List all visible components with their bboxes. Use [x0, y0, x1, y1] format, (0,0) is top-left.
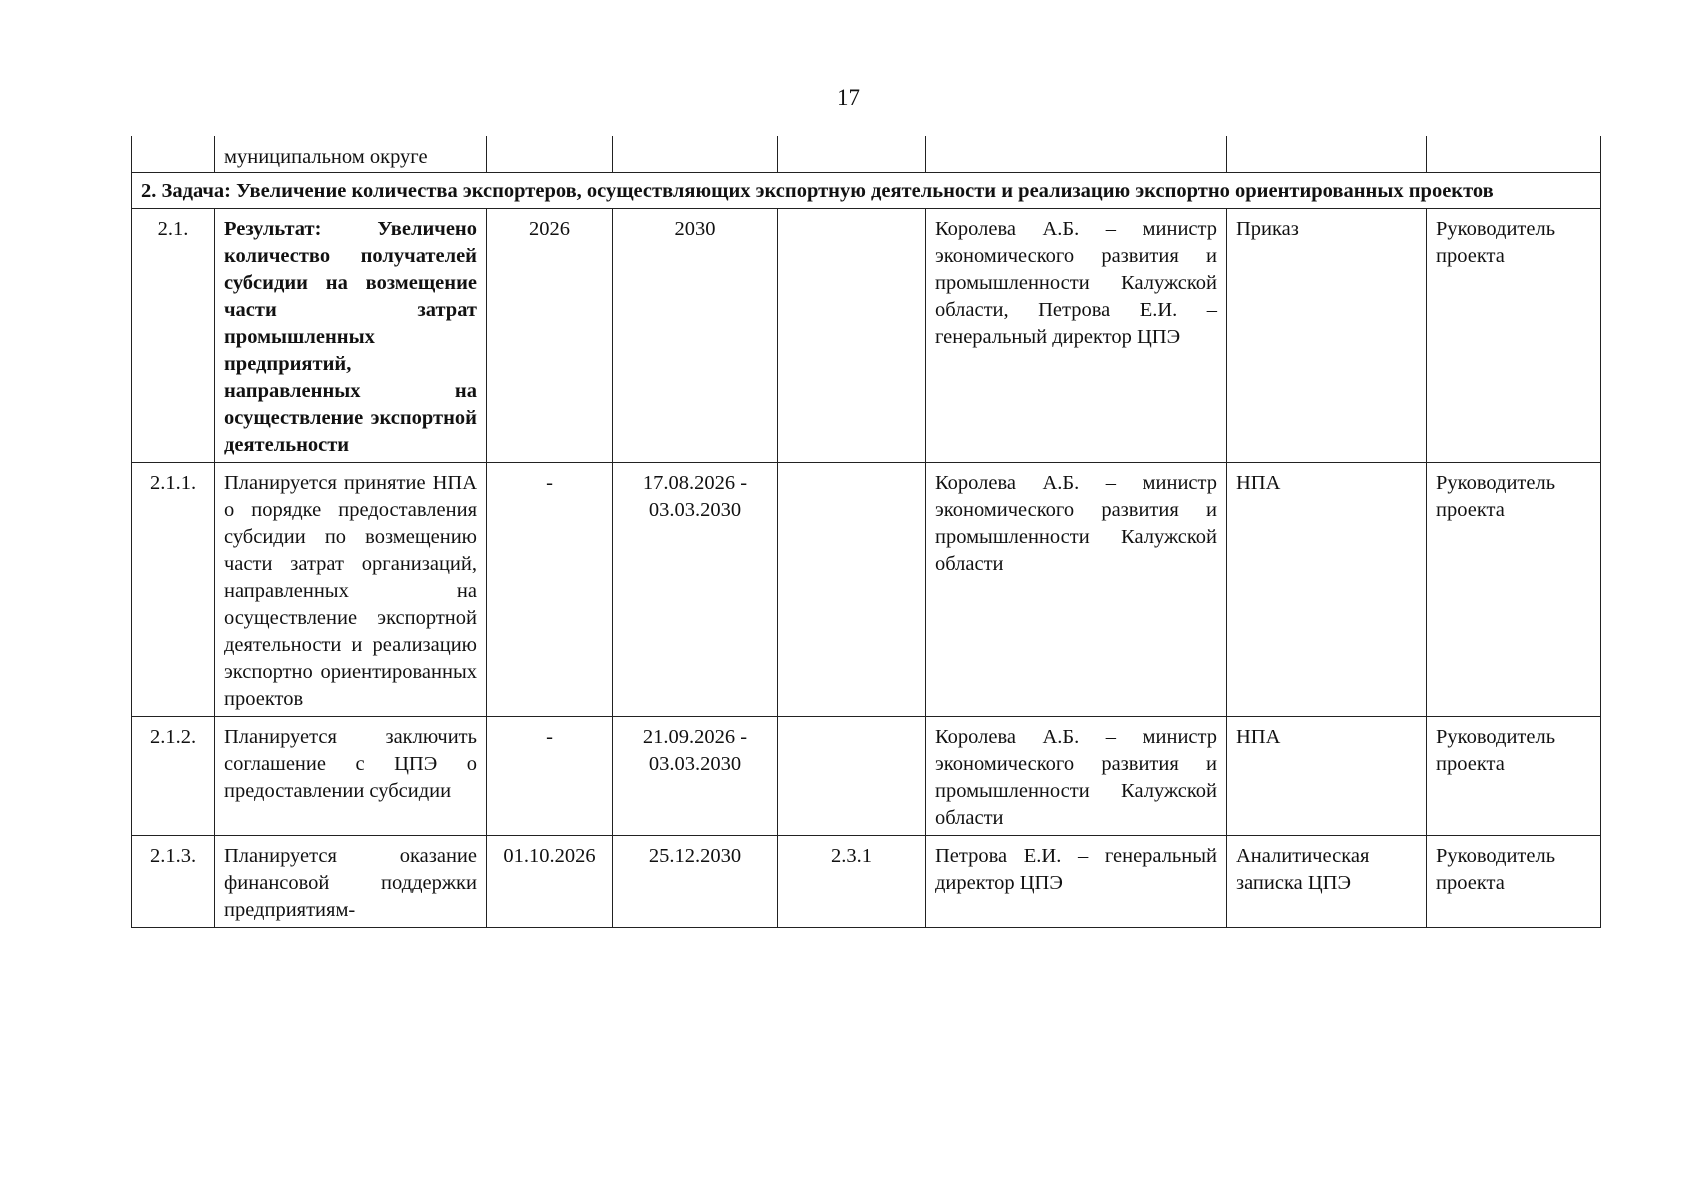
row-number: 2.1.3.: [132, 836, 215, 928]
plan-table: [131, 136, 1601, 928]
row-responsible: Королева А.Б. – министр экономического развития и промышленности Калужской области: [926, 463, 1227, 717]
row-number: 2.1.2.: [132, 717, 215, 836]
task-heading: 2. Задача: Увеличение количества экспортеров, осуществляющих экспортную деятельности и реализацию экспортно ориентированных проектов: [132, 173, 1601, 209]
row-document: НПА: [1227, 717, 1427, 836]
cell-link: [778, 136, 926, 173]
continuation-row: [132, 136, 1601, 173]
row-level: Руководитель проекта: [1427, 836, 1601, 928]
row-link: [778, 209, 926, 463]
row-start: 01.10.2026: [487, 836, 613, 928]
row-start: -: [487, 463, 613, 717]
row-number: 2.1.1.: [132, 463, 215, 717]
row-title: Планируется оказание финансовой поддержки предприятиям-: [215, 836, 487, 928]
row-end: 21.09.2026 - 03.03.2030: [613, 717, 778, 836]
row-start: -: [487, 717, 613, 836]
row-link: 2.3.1: [778, 836, 926, 928]
row-link: [778, 463, 926, 717]
cell-start: [487, 136, 613, 173]
row-number: 2.1.: [132, 209, 215, 463]
cell-document: [1227, 136, 1427, 173]
row-responsible: Королева А.Б. – министр экономического развития и промышленности Калужской области: [926, 717, 1227, 836]
table-row: [132, 717, 1601, 836]
row-end: 2030: [613, 209, 778, 463]
row-document: Приказ: [1227, 209, 1427, 463]
row-title: Планируется заключить соглашение с ЦПЭ о предоставлении субсидии: [215, 717, 487, 836]
row-document: НПА: [1227, 463, 1427, 717]
row-link: [778, 717, 926, 836]
table-row: [132, 209, 1601, 463]
page-number: 17: [837, 85, 860, 110]
cell-responsible: [926, 136, 1227, 173]
row-title: Результат: Увеличено количество получателей субсидии на возмещение части затрат промышленных предприятий, направленных на осуществление экспортной деятельности: [215, 209, 487, 463]
table-row: [132, 836, 1601, 928]
row-level: Руководитель проекта: [1427, 209, 1601, 463]
table-row: [132, 463, 1601, 717]
cell-num: [132, 136, 215, 173]
cell-level: [1427, 136, 1601, 173]
task-row: [132, 173, 1601, 209]
row-end: 25.12.2030: [613, 836, 778, 928]
row-responsible: Королева А.Б. – министр экономического развития и промышленности Калужской области, Петрова Е.И. – генеральный директор ЦПЭ: [926, 209, 1227, 463]
row-start: 2026: [487, 209, 613, 463]
row-level: Руководитель проекта: [1427, 463, 1601, 717]
row-level: Руководитель проекта: [1427, 717, 1601, 836]
row-title: Планируется принятие НПА о порядке предоставления субсидии по возмещению части затрат организаций, направленных на осуществление экспортной деятельности и реализацию экспортно ориентированных проектов: [215, 463, 487, 717]
cell-title: муниципальном округе: [215, 136, 487, 173]
cell-end: [613, 136, 778, 173]
row-document: Аналитическая записка ЦПЭ: [1227, 836, 1427, 928]
row-responsible: Петрова Е.И. – генеральный директор ЦПЭ: [926, 836, 1227, 928]
row-end: 17.08.2026 - 03.03.2030: [613, 463, 778, 717]
